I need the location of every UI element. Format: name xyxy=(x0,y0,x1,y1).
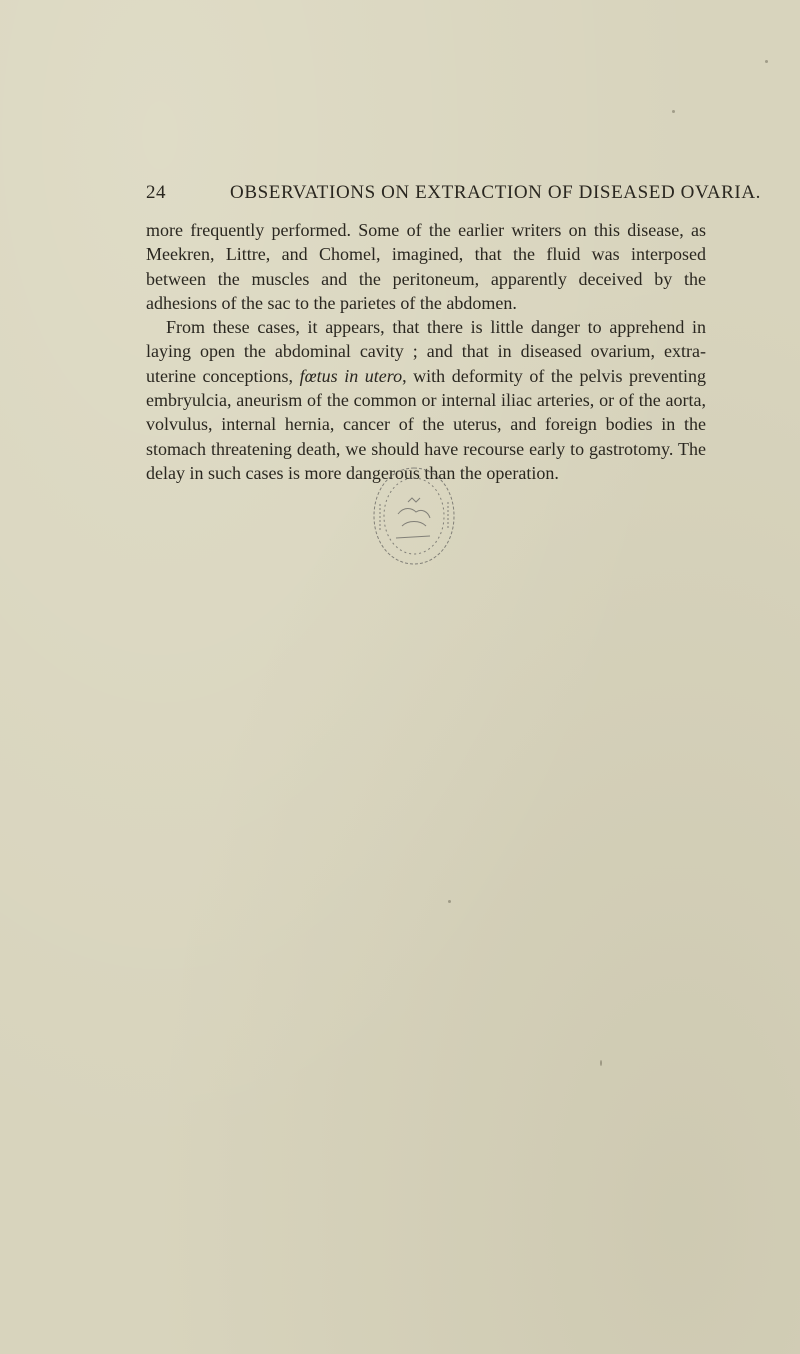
paragraph-2-italic: fœtus in utero xyxy=(299,365,403,386)
paragraph-1-text: more frequently performed. Some of the earlier writers on this disease, as Meekren, Littre, and Chomel, imagined, that the fluid was interposed between the muscles and the peritoneum, apparently deceived by the adhesions of the sac to the parietes of the abdomen. xyxy=(146,220,706,313)
paragraph-2 xyxy=(146,315,706,485)
running-title: OBSERVATIONS ON EXTRACTION OF DISEASED OVARIA. xyxy=(230,182,762,203)
paper-speck xyxy=(448,900,451,903)
paragraph-1 xyxy=(146,218,706,315)
library-stamp-icon xyxy=(368,464,460,568)
body-text xyxy=(146,218,706,485)
paper-speck xyxy=(600,1060,602,1066)
paragraph-2-text-a: From these cases, it appears, that there is little danger to apprehend in laying open the abdominal cavity ; and that in diseased ovarium, extra-uterine conceptions, xyxy=(146,317,706,386)
paragraph-2-text-b: , with deformity of the pelvis preventing embryulcia, aneurism of the common or internal iliac arteries, or of the aorta, volvulus, internal hernia, cancer of the uterus, and foreign bodies in the stomach threatening death, we should have recourse early to gastrotomy. The delay in such cases is more dangerous than the operation. xyxy=(146,365,707,483)
page-number: 24 xyxy=(146,182,166,203)
paper-speck xyxy=(672,110,675,113)
paper-speck xyxy=(765,60,768,63)
running-header xyxy=(146,180,762,210)
